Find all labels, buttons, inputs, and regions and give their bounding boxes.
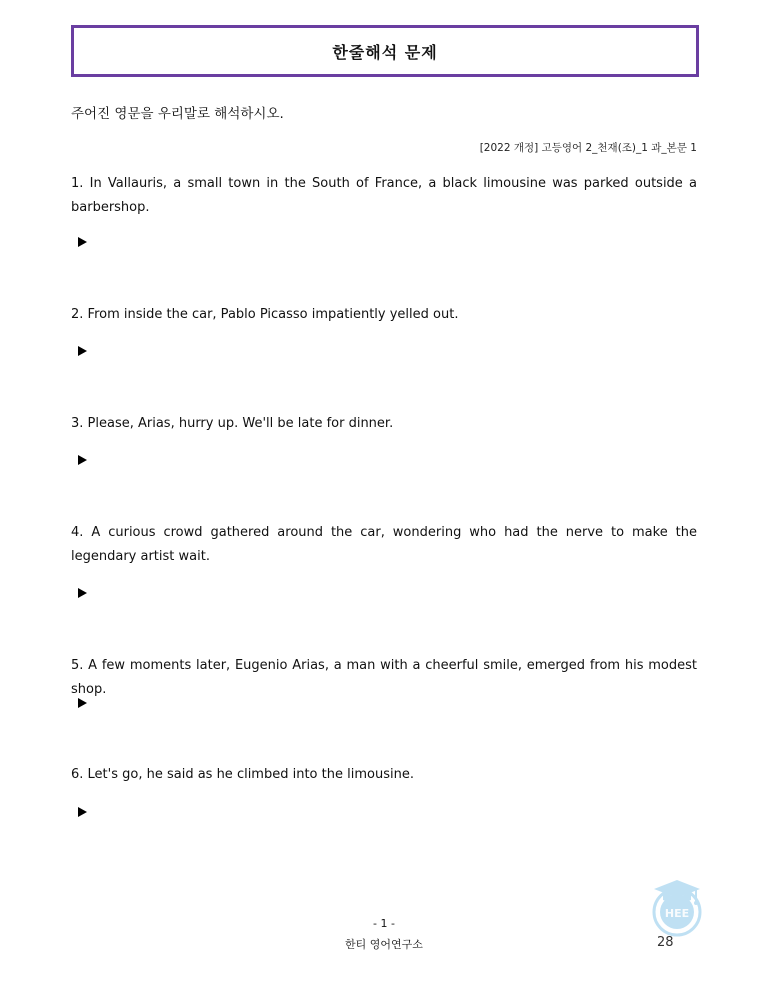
- source-label: [2022 개정] 고등영어 2_천재(조)_1 과_본문 1: [479, 142, 697, 154]
- question-2: 2. From inside the car, Pablo Picasso impatiently yelled out.: [71, 307, 459, 322]
- question-4: 4. A curious crowd gathered around the car, wondering who had the nerve to make the legendary artist wait.: [71, 525, 697, 564]
- answer-arrow-icon: [78, 455, 87, 465]
- answer-arrow-icon: [78, 237, 87, 247]
- question-1: 1. In Vallauris, a small town in the South of France, a black limousine was parked outside a barbershop.: [71, 176, 697, 215]
- answer-arrow-icon: [78, 588, 87, 598]
- title-box: [71, 25, 699, 77]
- answer-arrow-icon: [78, 346, 87, 356]
- footer-organization: 한티 영어연구소: [345, 938, 423, 951]
- answer-arrow-icon: [78, 698, 87, 708]
- graduation-cap-logo-icon: [646, 874, 708, 944]
- question-5: 5. A few moments later, Eugenio Arias, a man with a cheerful smile, emerged from his modest shop.: [71, 658, 697, 697]
- page-number: - 1 -: [373, 917, 395, 930]
- logo-number: 28: [657, 935, 674, 950]
- question-3: 3. Please, Arias, hurry up. We'll be late for dinner.: [71, 416, 394, 431]
- question-6: 6. Let's go, he said as he climbed into the limousine.: [71, 767, 414, 782]
- answer-arrow-icon: [78, 807, 87, 817]
- hee-logo: [646, 874, 708, 944]
- instruction-text: 주어진 영문을 우리말로 해석하시오.: [71, 106, 284, 122]
- page-title: 한줄해석 문제: [332, 42, 438, 62]
- logo-text: HEE: [664, 907, 690, 920]
